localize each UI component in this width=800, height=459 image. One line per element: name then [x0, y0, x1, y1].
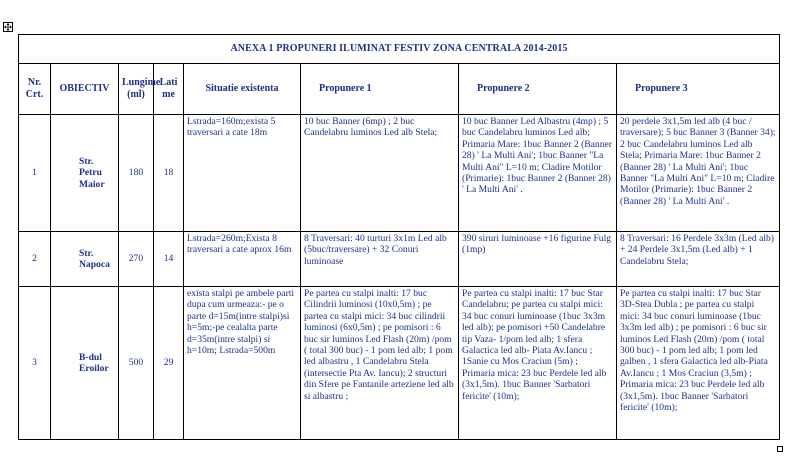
move-arrows-icon [4, 23, 12, 31]
cell-situatie[interactable]: Lstrada=160m;exista 5 traversari a cate 18m [184, 115, 301, 232]
header-propunere-1[interactable]: Propunere 1 [301, 64, 459, 115]
cell-objectiv[interactable]: Str. Petru Maior [51, 115, 119, 232]
cell-situatie[interactable]: Lstrada=260m;Exista 8 traversari a cate aprox 16m [184, 232, 301, 287]
header-situatie[interactable]: Situatie existenta [184, 64, 301, 115]
cell-latime[interactable]: 29 [154, 287, 184, 440]
cell-nr[interactable]: 2 [19, 232, 51, 287]
header-latime[interactable]: Lati me [154, 64, 184, 115]
cell-propunere-3[interactable]: 20 perdele 3x1,5m led alb (4 buc / traversare); 5 buc Banner 3 (Banner 34); 2 buc Candelabru luminos Led alb Stela; Primaria Mare: 1buc Banner 2 (Banner 28) ' La Multi Ani'; 1buc Banner "La Multi Ani" L=10 m; Cladire Motilor (Primarie): 1buc Banner 2 (Banner 28) ' La Multi Ani' . [617, 115, 780, 232]
table-move-handle[interactable] [3, 22, 13, 32]
cell-lungime[interactable]: 180 [119, 115, 154, 232]
cell-propunere-3[interactable]: Pe partea cu stalpi inalti: 17 buc Star 3D-Stea Dubla ; pe partea cu stalpi mici: 34 buc conuri luminoase (1buc 3x3m led alb) ; pe pomisori : 6 buc sir luminos Led Flash (20m) /pom ( total 300 buc) - 1 pom led alb; 1 pom led galben , 1 sfera Galactica led alb-Piata Av.Iancu ; 1 Mos Craciun (3,5m) ; Primaria mica: 23 buc Perdele led alb (3x1,5m). 1buc Banner 'Sarbatori fericite' (10m); [617, 287, 780, 440]
header-objectiv[interactable]: OBIECTIV [51, 64, 119, 115]
cell-latime[interactable]: 14 [154, 232, 184, 287]
header-lungime[interactable]: Lungime (ml) [119, 64, 154, 115]
cell-propunere-2[interactable]: 390 siruri luminoase +16 figurine Fulg (1mp) [459, 232, 617, 287]
cell-nr[interactable]: 3 [19, 287, 51, 440]
proposals-table [18, 34, 780, 440]
table-row [19, 232, 780, 287]
table-title[interactable]: ANEXA 1 PROPUNERI ILUMINAT FESTIV ZONA CENTRALA 2014-2015 [19, 35, 780, 64]
cell-propunere-2[interactable]: Pe partea cu stalpi inalti: 17 buc Star Candelabru; pe partea cu stalpi mici: 34 buc conuri luminoase (1buc 3x3m led alb); pe pomisori +50 Candelabre tip Vaza- 1/pom led alb; 1 sfera Galactica led alb- Piata Av.Iancu ; 1Sanie cu Mos Craciun (5m) ; Primaria mica: 23 buc Perdele led alb (3x1,5m). 1buc Banner 'Sarbatori fericite' (10m); [459, 287, 617, 440]
cell-propunere-3[interactable]: 8 Traversari: 16 Perdele 3x3m (Led alb) + 24 Perdele 3x1,5m (Led alb) + 1 Candelabru Stela; [617, 232, 780, 287]
cell-latime[interactable]: 18 [154, 115, 184, 232]
cell-situatie[interactable]: exista stalpi pe ambele parti dupa cum urmeaza:- pe o parte d=15m(intre stalpi)si h=5m;-pe cealalta parte d=35m(intre stalpi) si h=10m; Lstrada=500m [184, 287, 301, 440]
cell-propunere-2[interactable]: 10 buc Banner Led Albastru (4mp) ; 5 buc Candelabru luminos Led alb; Primaria Mare: 1buc Banner 2 (Banner 28) ' La Multi Ani'; 1buc Banner "La Multi Ani" L=10 m; Cladire Motilor (Primarie): 1buc Banner 2 (Banner 28) ' La Multi Ani' . [459, 115, 617, 232]
table-row [19, 287, 780, 440]
cell-objectiv[interactable]: B-dul Eroilor [51, 287, 119, 440]
cell-propunere-1[interactable]: 8 Traversari: 40 turturi 3x1m Led alb (5buc/traversare) + 32 Conuri luminoase [301, 232, 459, 287]
cell-objectiv[interactable]: Str. Napoca [51, 232, 119, 287]
header-propunere-2[interactable]: Propunere 2 [459, 64, 617, 115]
table-row [19, 115, 780, 232]
cell-propunere-1[interactable]: 10 buc Banner (6mp) ; 2 buc Candelabru luminos Led alb Stela; [301, 115, 459, 232]
cell-lungime[interactable]: 270 [119, 232, 154, 287]
header-propunere-3[interactable]: Propunere 3 [617, 64, 780, 115]
cell-lungime[interactable]: 500 [119, 287, 154, 440]
cell-nr[interactable]: 1 [19, 115, 51, 232]
cell-propunere-1[interactable]: Pe partea cu stalpi inalti: 17 buc Cilindrii luminosi (10x0,5m) ; pe partea cu stalpi mici: 34 buc cilindrii luminosi (6x0,5m) ; pe pomisori : 6 buc sir luminos Led Flash (20m) /pom ( total 300 buc) - 1 pom led alb; 1 pom led albastru , 1 Candelabru Stela (intersectie Pta Av. Iancu); 2 structuri din Sfere pe Fantanile arteziene led alb si albastru ; [301, 287, 459, 440]
header-nr[interactable]: Nr. Crt. [19, 64, 51, 115]
table-resize-handle[interactable] [777, 446, 783, 452]
